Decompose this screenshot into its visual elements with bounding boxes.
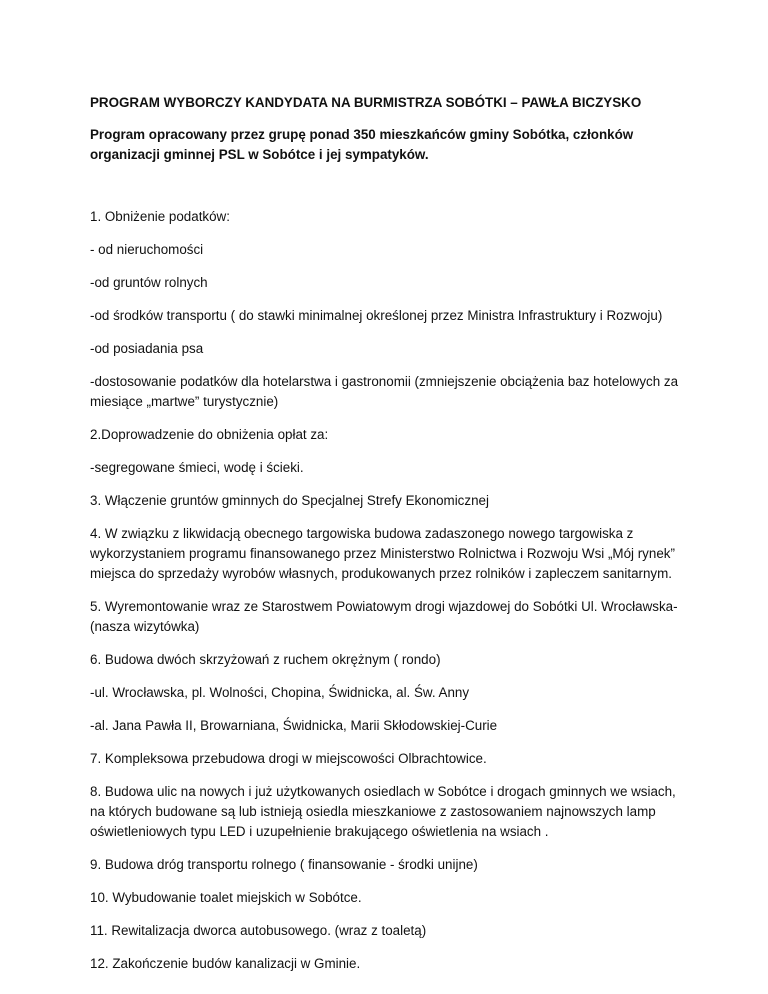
program-line-15: 7. Kompleksowa przebudowa drogi w miejscowości Olbrachtowice. <box>90 751 487 766</box>
document-subtitle: Program opracowany przez grupę ponad 350 mieszkańców gminy Sobótka, członków organizacji gminnej PSL w Sobótce i jej sympatyków. <box>90 127 634 162</box>
program-line-8: -segregowane śmieci, wodę i ścieki. <box>90 460 304 475</box>
document-title: PROGRAM WYBORCZY KANDYDATA NA BURMISTRZA SOBÓTKI – PAWŁA BICZYSKO <box>90 95 642 110</box>
program-line-4: -od środków transportu ( do stawki minimalnej określonej przez Ministra Infrastruktury i Rozwoju) <box>90 308 663 323</box>
program-line-1: 1. Obniżenie podatków: <box>90 209 230 224</box>
program-line-20: 12. Zakończenie budów kanalizacji w Gminie. <box>90 956 361 971</box>
program-line-17: 9. Budowa dróg transportu rolnego ( finansowanie - środki unijne) <box>90 857 478 872</box>
program-line-12: 6. Budowa dwóch skrzyżowań z ruchem okrężnym ( rondo) <box>90 652 441 667</box>
program-line-2: - od nieruchomości <box>90 242 204 257</box>
program-line-13: -ul. Wrocławska, pl. Wolności, Chopina, Świdnicka, al. Św. Anny <box>90 685 470 700</box>
program-line-14: -al. Jana Pawła II, Browarniana, Świdnicka, Marii Skłodowskiej-Curie <box>90 718 498 733</box>
program-line-19: 11. Rewitalizacja dworca autobusowego. (wraz z toaletą) <box>90 923 427 938</box>
program-line-10: 4. W związku z likwidacją obecnego targowiska budowa zadaszonego nowego targowiska z wykorzystaniem programu finansowanego przez Ministerstwo Rolnictwa i Rozwoju Wsi „Mój rynek” miejsca do sprzedaży wyrobów własnych, produkowanych przez rolników i zapleczem sanitarnym. <box>90 526 675 581</box>
program-line-18: 10. Wybudowanie toalet miejskich w Sobótce. <box>90 890 362 905</box>
program-line-6: -dostosowanie podatków dla hotelarstwa i gastronomii (zmniejszenie obciążenia baz hotelowych za miesiące „martwe” turystycznie) <box>90 374 679 409</box>
document-content <box>90 93 680 987</box>
program-line-11: 5. Wyremontowanie wraz ze Starostwem Powiatowym drogi wjazdowej do Sobótki Ul. Wrocławska- (nasza wizytówka) <box>90 599 678 634</box>
program-line-7: 2.Doprowadzenie do obniżenia opłat za: <box>90 427 329 442</box>
program-line-16: 8. Budowa ulic na nowych i już użytkowanych osiedlach w Sobótce i drogach gminnych we wsiach, na których budowane są lub istnieją osiedla mieszkaniowe z zastosowaniem najnowszych lamp oświetleniowych typu LED i uzupełnienie brakującego oświetlenia na wsiach . <box>90 784 676 839</box>
program-line-9: 3. Włączenie gruntów gminnych do Specjalnej Strefy Ekonomicznej <box>90 493 489 508</box>
program-line-5: -od posiadania psa <box>90 341 204 356</box>
program-line-3: -od gruntów rolnych <box>90 275 208 290</box>
